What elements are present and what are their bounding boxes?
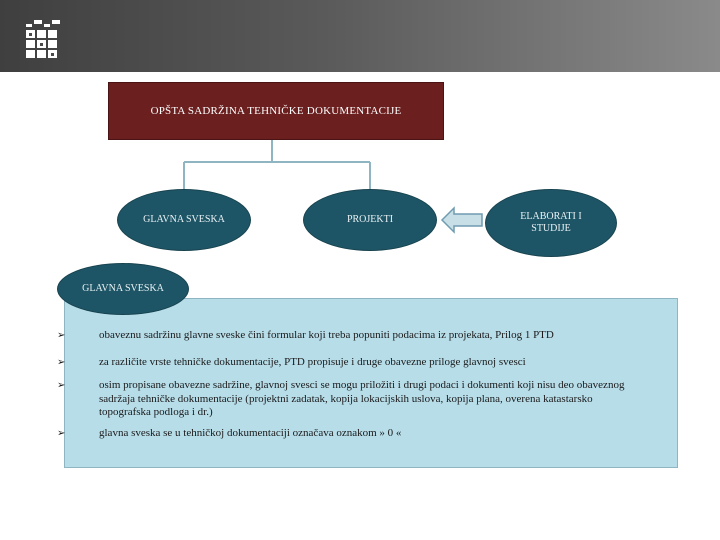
bullet-text: osim propisane obavezne sadržine, glavnoj svesci se mogu priložiti i drugi podaci i dokumenti koji nisu deo obaveznog sadržaja tehničke dokumentacije (projektni zadatak, kopija lokacijskih uslova, kopija plana, overena katastarsko topografska podloga i dr.) (99, 379, 625, 418)
left-arrow-icon (440, 206, 484, 234)
diagram-title: OPŠTA SADRŽINA TEHNIČKE DOKUMENTACIJE (150, 105, 402, 117)
section-label-glavna-sveska (58, 264, 188, 314)
glavna-sveska-details-box (57, 298, 678, 468)
arrow-bullet-icon: ➢ (57, 330, 66, 341)
node-glavna-sveska (118, 190, 250, 250)
arrow-bullet-icon: ➢ (57, 380, 66, 391)
section-label-text: GLAVNA SVESKA (82, 283, 164, 294)
node-projekti-label: PROJEKTI (346, 214, 394, 225)
institution-logo-icon (24, 18, 64, 60)
bullet-text: obaveznu sadržinu glavne sveske čini formular koji treba popuniti podacima iz projekata, Prilog 1 PTD (99, 329, 554, 341)
bullet-text: za različite vrste tehničke dokumentacije, PTD propisuje i druge obavezne priloge glavnoj svesci (99, 356, 526, 368)
node-glavna-sveska-label: GLAVNA SVESKA (143, 214, 225, 225)
arrow-bullet-icon: ➢ (57, 357, 66, 368)
diagram-title-box (108, 82, 444, 140)
node-elaborati-label: ELABORATI I STUDIJE (520, 211, 582, 234)
bullet-text: glavna sveska se u tehničkoj dokumentaciji označava oznakom » 0 « (99, 427, 402, 439)
node-elaborati-i-studije (486, 190, 616, 256)
node-projekti (304, 190, 436, 250)
arrow-bullet-icon: ➢ (57, 428, 66, 439)
header-band (0, 0, 720, 72)
